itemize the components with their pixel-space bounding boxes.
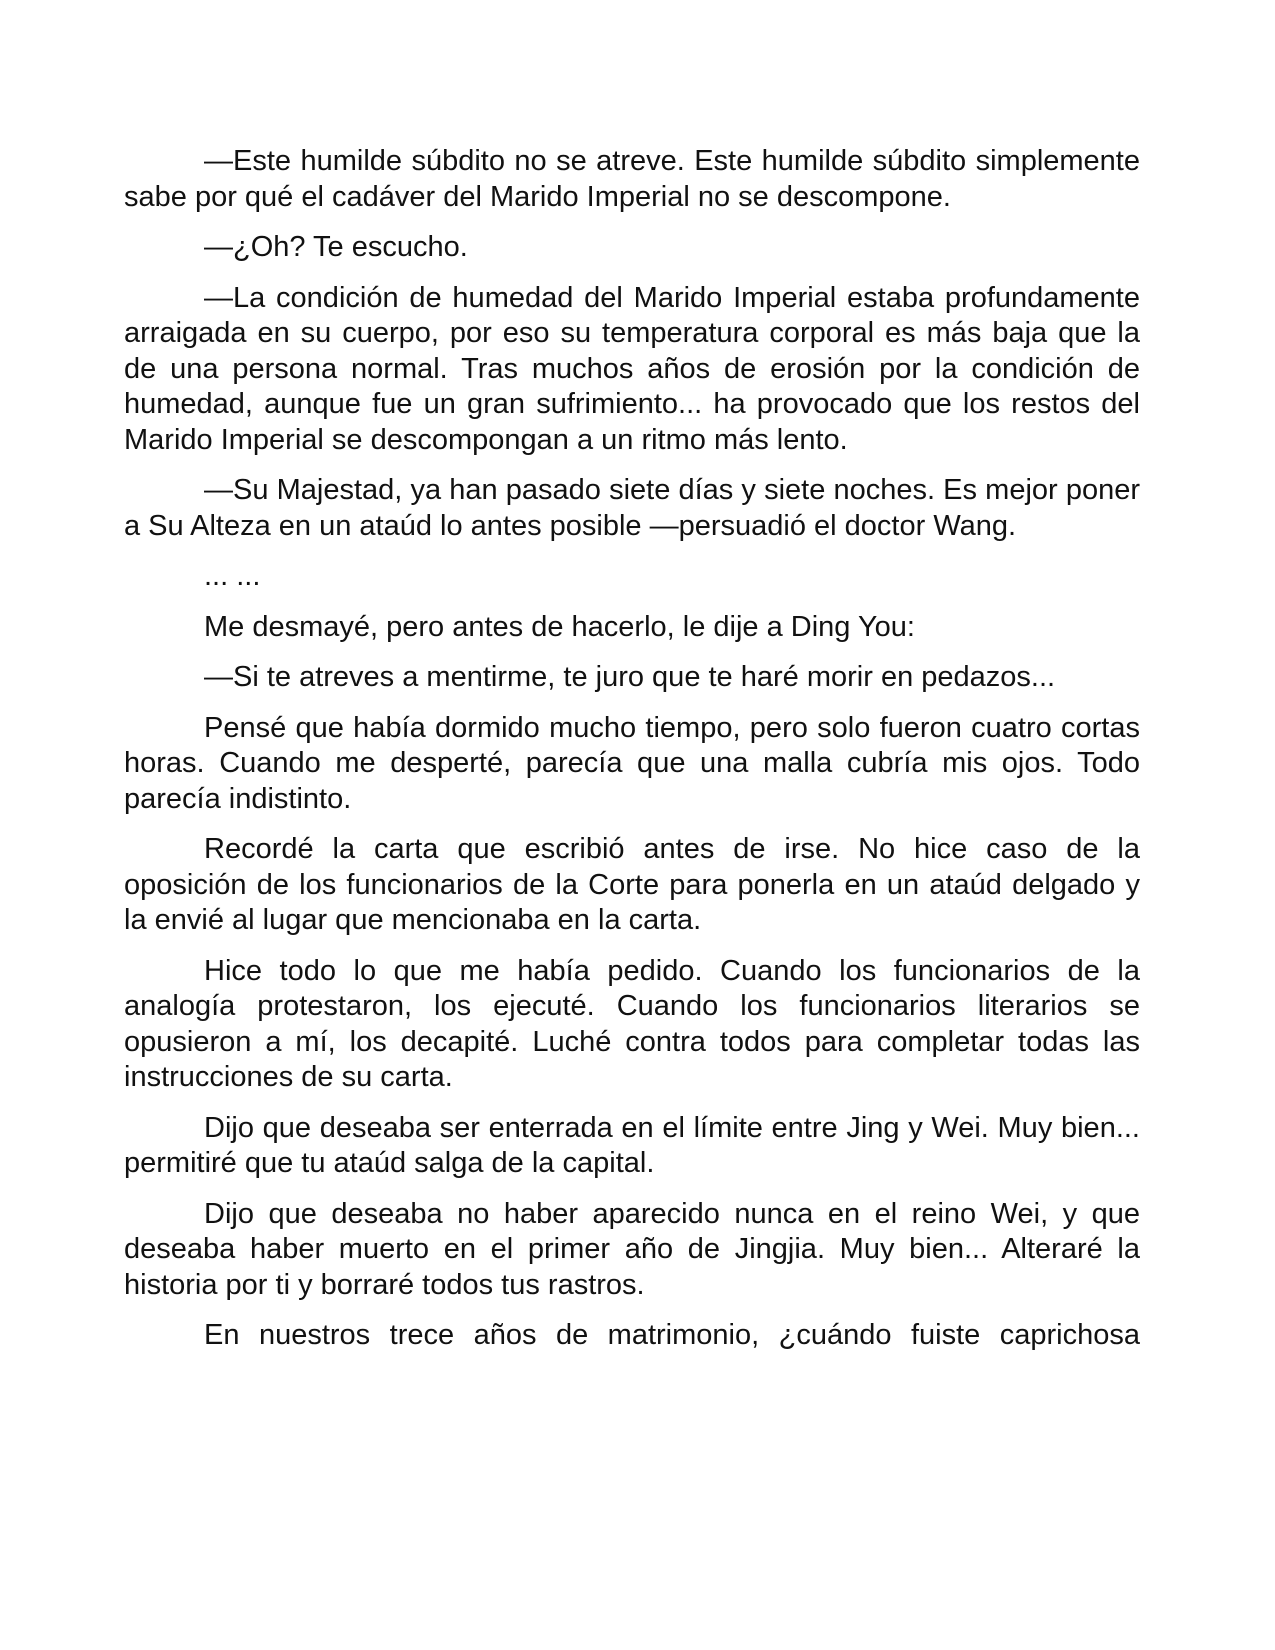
paragraph-7: —Si te atreves a mentirme, te juro que te haré morir en pedazos...	[204, 661, 1056, 693]
document-page	[124, 144, 1140, 1369]
paragraph-4: —Su Majestad, ya han pasado siete días y siete noches. Es mejor poner a Su Alteza en un ataúd lo antes posible —persuadió el doctor Wang.	[124, 474, 1140, 542]
paragraph-9: Recordé la carta que escribió antes de irse. No hice caso de la oposición de los funcionarios de la Corte para ponerla en un ataúd delgado y la envié al lugar que mencionaba en la carta.	[124, 833, 1140, 936]
paragraph-3: —La condición de humedad del Marido Imperial estaba profundamente arraigada en su cuerpo, por eso su temperatura corporal es más baja que la de una persona normal. Tras muchos años de erosión por la condición de humedad, aunque fue un gran sufrimiento... ha provocado que los restos del Marido Imperial se descompongan a un ritmo más lento.	[124, 281, 1140, 456]
paragraph-10: Hice todo lo que me había pedido. Cuando los funcionarios de la analogía protestaron, los ejecuté. Cuando los funcionarios literarios se opusieron a mí, los decapité. Luché contra todos para completar todas las instrucciones de su carta.	[124, 954, 1140, 1093]
paragraph-12: Dijo que deseaba no haber aparecido nunca en el reino Wei, y que deseaba haber muerto en el primer año de Jingjia. Muy bien... Alteraré la historia por ti y borraré todos tus rastros.	[124, 1197, 1140, 1301]
paragraph-5: ... ...	[204, 560, 261, 592]
paragraph-11: Dijo que deseaba ser enterrada en el límite entre Jing y Wei. Muy bien... permitiré que tu ataúd salga de la capital.	[124, 1111, 1140, 1179]
paragraph-2: —¿Oh? Te escucho.	[204, 231, 468, 263]
paragraph-13: En nuestros trece años de matrimonio, ¿cuándo fuiste caprichosa	[204, 1319, 1140, 1351]
paragraph-8: Pensé que había dormido mucho tiempo, pero solo fueron cuatro cortas horas. Cuando me desperté, parecía que una malla cubría mis ojos. Todo parecía indistinto.	[124, 711, 1140, 815]
paragraph-6: Me desmayé, pero antes de hacerlo, le dije a Ding You:	[204, 610, 915, 643]
paragraph-1: —Este humilde súbdito no se atreve. Este humilde súbdito simplemente sabe por qué el cadáver del Marido Imperial no se descompone.	[124, 145, 1140, 213]
